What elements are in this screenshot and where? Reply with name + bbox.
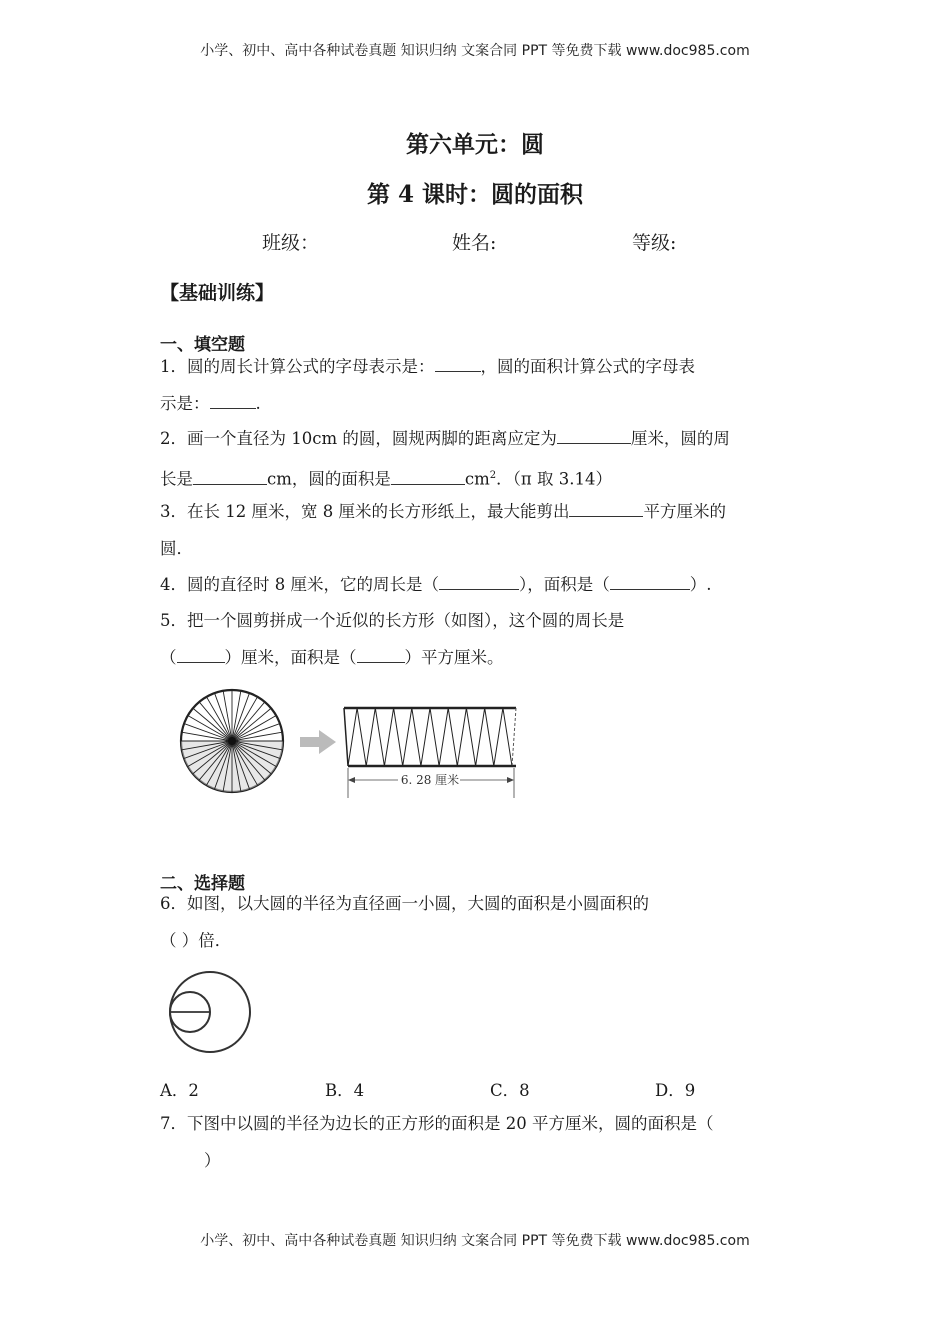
answer-blank[interactable]: [435, 354, 481, 372]
answer-blank[interactable]: [569, 499, 643, 517]
option-c[interactable]: C．8: [490, 1081, 530, 1100]
name-label: 姓名:: [452, 232, 497, 254]
question-7: 7．下图中以圆的半径为边长的正方形的面积是 20 平方厘米，圆的面积是（ ）: [160, 1114, 714, 1170]
answer-blank[interactable]: [610, 572, 690, 590]
length-dimension: [348, 768, 514, 798]
question-1: 1．圆的周长计算公式的字母表示是： ，圆的面积计算公式的字母表 示是： .: [160, 348, 800, 422]
right-arrow-icon: [300, 730, 336, 754]
length-label: 6. 28 厘米: [400, 773, 460, 787]
page-footer: 小学、初中、高中各种试卷真题 知识归纳 文案合同 PPT 等免费下载 www.doc985.com: [200, 1233, 750, 1249]
question-6: 6．如图，以大圆的半径为直径画一小圆，大圆的面积是小圆面积的 （ ）倍．: [160, 894, 649, 950]
option-a[interactable]: A．2: [160, 1081, 199, 1100]
fill-blank-heading: 一、填空题: [160, 335, 245, 355]
approx-rectangle: [344, 708, 516, 766]
answer-blank[interactable]: [557, 426, 631, 444]
class-label: 班级：: [262, 232, 320, 254]
question-5: 5．把一个圆剪拼成一个近似的长方形（如图），这个圆的周长是 （ ）厘米，面积是（ ）平方厘米。: [160, 611, 625, 667]
circle-to-rectangle-figure: [170, 688, 530, 803]
answer-blank[interactable]: [210, 391, 256, 409]
section-basic-training: 【基础训练】: [160, 282, 275, 304]
choice-heading: 二、选择题: [160, 874, 245, 894]
answer-blank[interactable]: [193, 467, 267, 485]
option-d[interactable]: D．9: [655, 1081, 696, 1100]
sector-circle: [181, 690, 283, 792]
question-3: 3．在长 12 厘米，宽 8 厘米的长方形纸上，最大能剪出 平方厘米的 圆．: [160, 493, 800, 567]
answer-blank[interactable]: [439, 572, 519, 590]
page-header: 小学、初中、高中各种试卷真题 知识归纳 文案合同 PPT 等免费下载 www.doc985.com: [200, 43, 750, 59]
answer-blank[interactable]: [357, 645, 405, 663]
question-4: 4．圆的直径时 8 厘米，它的周长是（ ），面积是（ ）.: [160, 566, 800, 603]
option-b[interactable]: B．4: [325, 1081, 365, 1100]
unit-title: 第六单元：圆: [406, 131, 544, 158]
grade-label: 等级:: [632, 232, 677, 254]
nested-circles-figure: [163, 964, 258, 1059]
answer-blank[interactable]: [177, 645, 225, 663]
answer-blank[interactable]: [391, 467, 465, 485]
lesson-title: 第 4 课时：圆的面积: [366, 181, 584, 208]
question-2: 2．画一个直径为 10cm 的圆，圆规两脚的距离应定为 厘米，圆的周 长是 cm，圆的面积是 $cm^2$．（π 取 3.14）: [160, 420, 800, 498]
